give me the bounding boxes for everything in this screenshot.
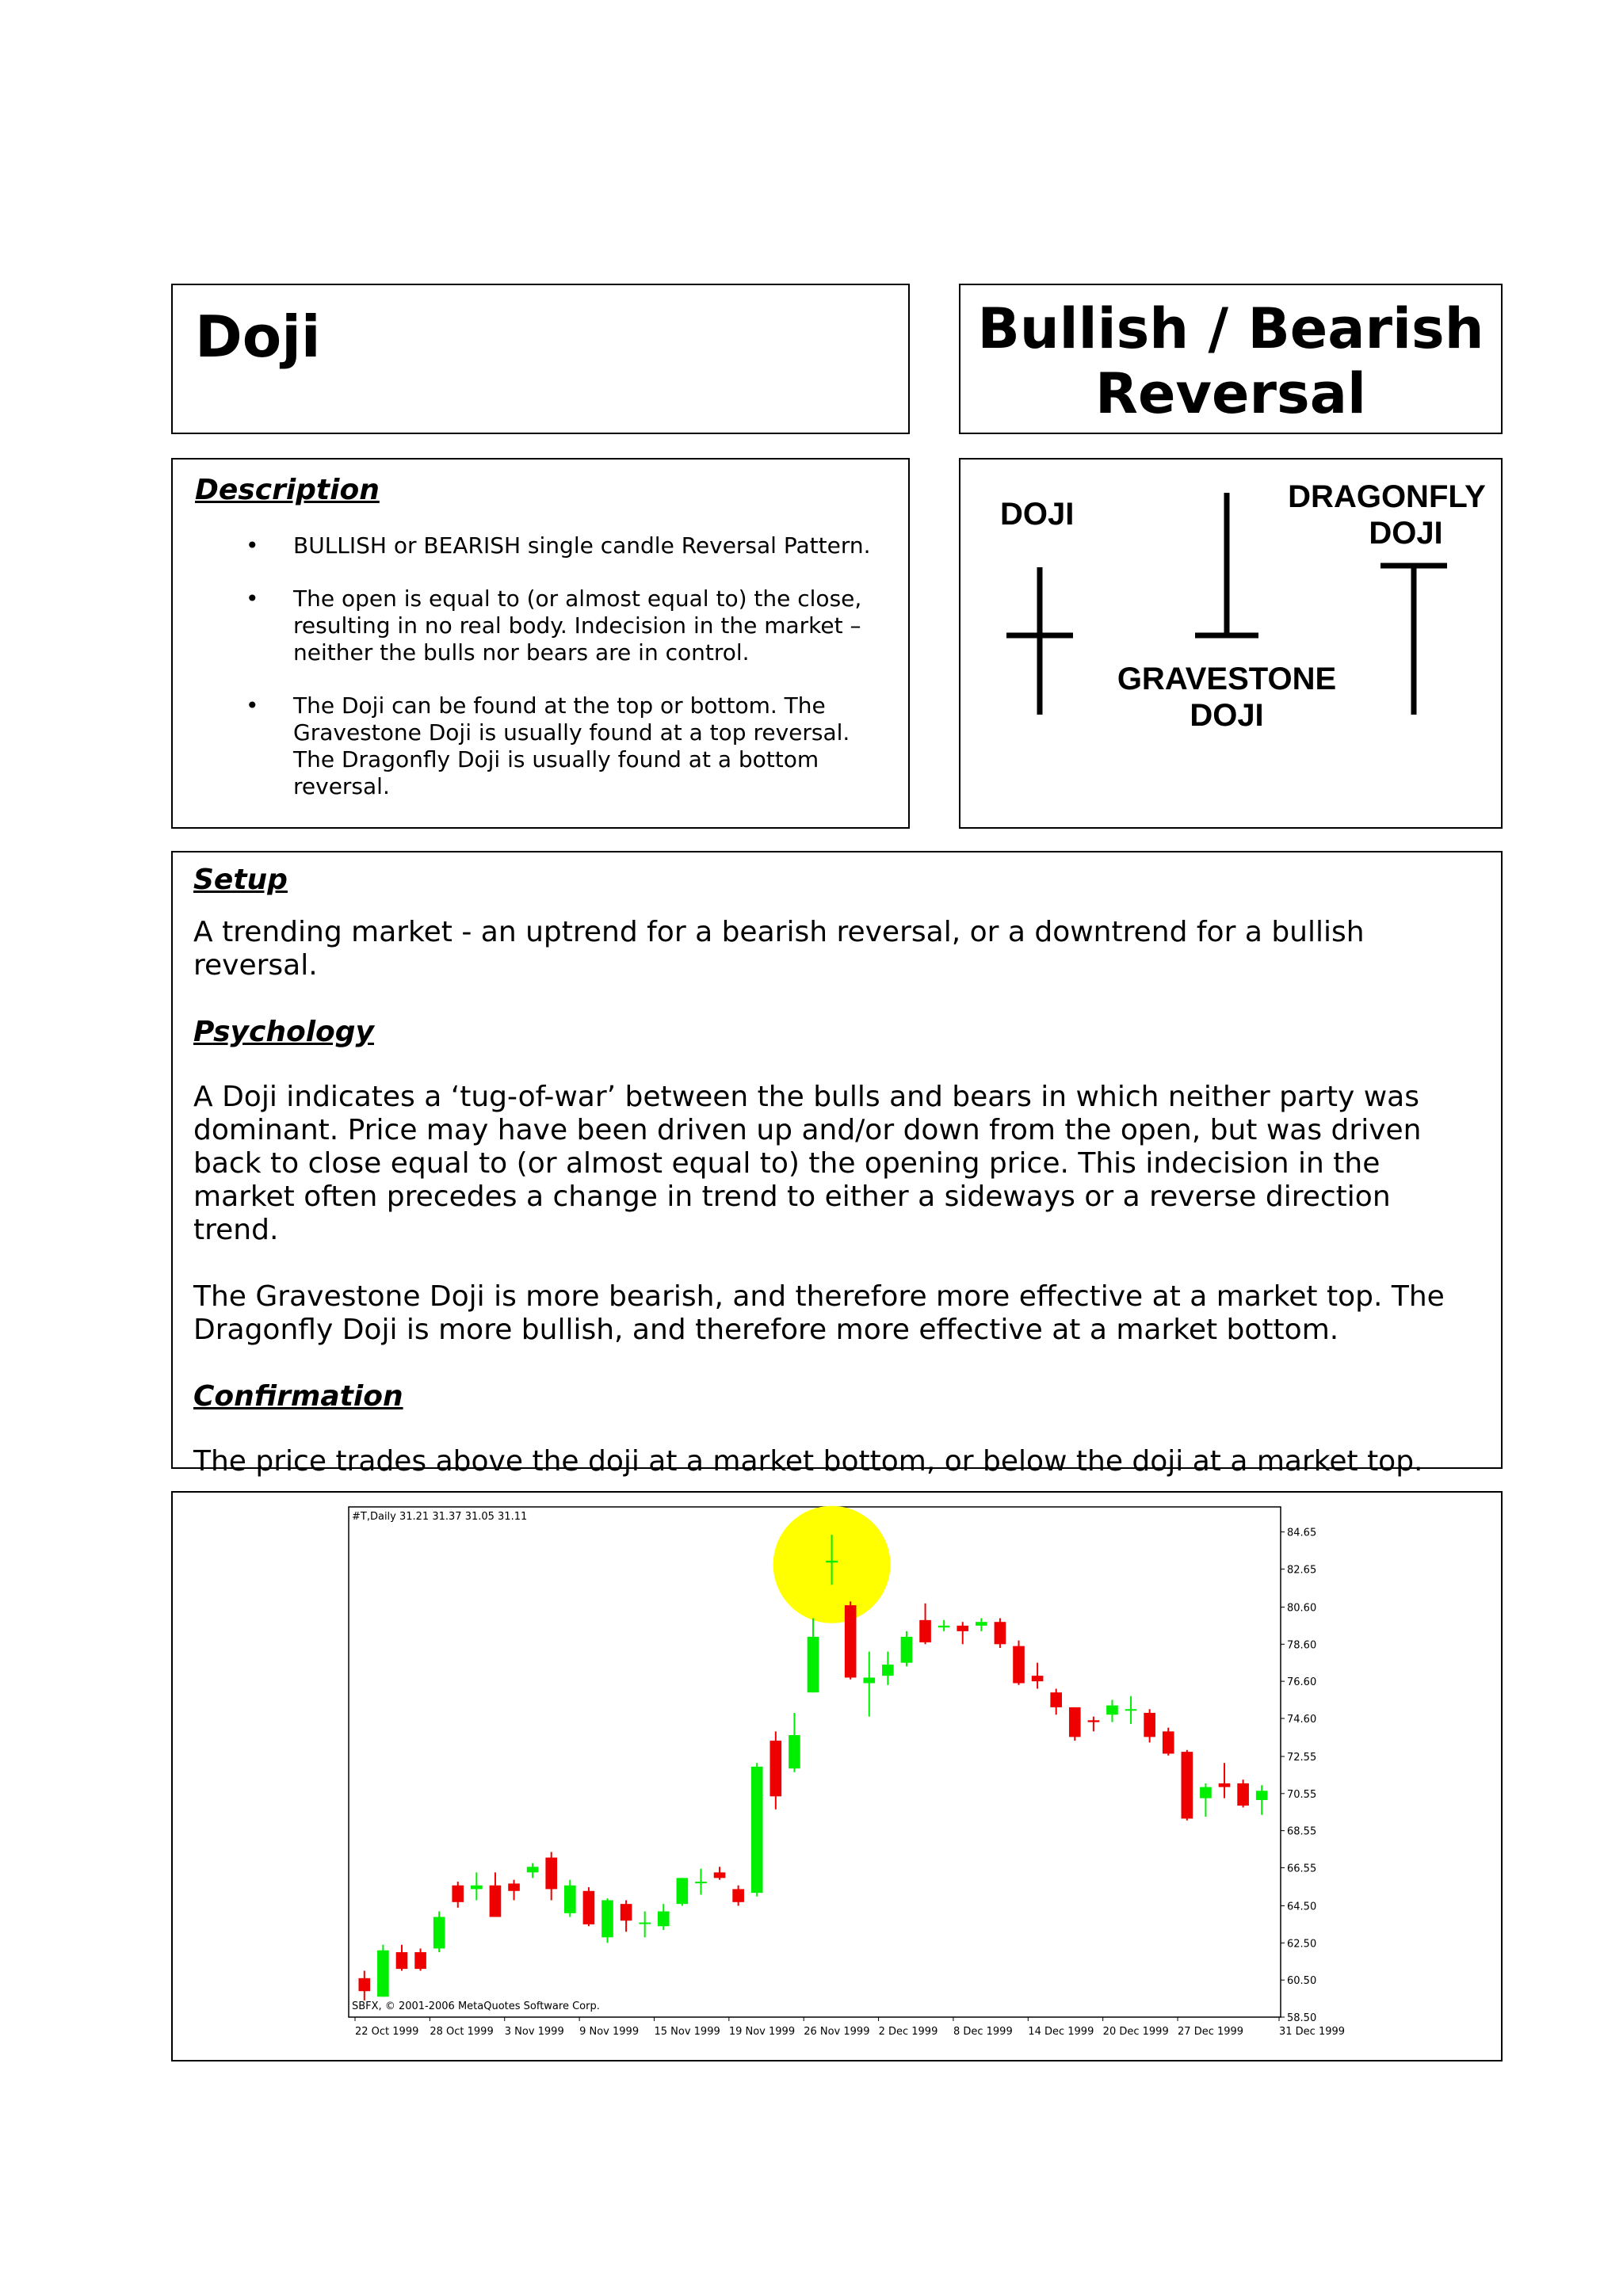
confirmation-heading: Confirmation: [193, 1380, 403, 1413]
gravestone-label-line2: DOJI: [1190, 698, 1264, 733]
candle-body: [490, 1886, 502, 1917]
candle-body: [938, 1626, 950, 1627]
candle-body: [919, 1620, 931, 1642]
description-text: The Doji can be found at the top or bottom. The Gravestone Doji is usually found at a top reversal. The Dragonfly Doji is usually found at a bottom reversal.: [293, 692, 850, 799]
explanation-box: [171, 851, 1503, 1478]
candle-body: [583, 1891, 595, 1924]
candle-body: [1163, 1731, 1174, 1753]
y-tick-label: 72.55: [1287, 1751, 1317, 1764]
candle-body: [639, 1923, 651, 1924]
x-tick-label: 28 Oct 1999: [430, 2026, 494, 2038]
y-tick-label: 76.60: [1287, 1676, 1317, 1689]
chart-copyright: SBFX, © 2001-2006 MetaQuotes Software Corp.: [352, 2000, 600, 2012]
description-list: [195, 532, 892, 826]
candle-body: [845, 1605, 857, 1677]
y-tick-label: 58.50: [1287, 2012, 1317, 2024]
description-box: [171, 458, 910, 829]
bullet-dot: •: [246, 692, 259, 719]
y-tick-label: 78.60: [1287, 1639, 1317, 1652]
x-tick-label: 9 Nov 1999: [579, 2026, 640, 2038]
candlestick-chart: [173, 1493, 1501, 2060]
candle-body: [901, 1637, 913, 1663]
gravestone-doji-icon: [1195, 493, 1258, 635]
candle-body: [1088, 1720, 1100, 1722]
y-tick-label: 70.55: [1287, 1788, 1317, 1801]
x-tick-label: 27 Dec 1999: [1178, 2026, 1244, 2038]
pattern-type: Bullish / Bearish Reversal: [977, 296, 1484, 426]
doji-candle-icon: [1006, 567, 1073, 715]
x-tick-label: 8 Dec 1999: [953, 2026, 1013, 2038]
candle: [564, 1880, 576, 1917]
x-tick-label: 3 Nov 1999: [504, 2026, 564, 2038]
y-tick-label: 80.60: [1287, 1602, 1317, 1615]
pattern-title: Doji: [195, 303, 321, 370]
candle-body: [995, 1622, 1006, 1644]
y-tick-label: 62.50: [1287, 1938, 1317, 1951]
candle-body: [452, 1886, 464, 1902]
candle-body: [1256, 1791, 1268, 1800]
candle-body: [1237, 1783, 1249, 1806]
candle: [995, 1619, 1006, 1648]
y-tick-label: 74.60: [1287, 1713, 1317, 1726]
dragonfly-label-line2: DOJI: [1369, 516, 1443, 551]
candle-body: [808, 1637, 819, 1692]
candle-body: [1032, 1676, 1044, 1681]
x-axis: [355, 2017, 1345, 2038]
dragonfly-label-line1: DRAGONFLY: [1288, 479, 1486, 514]
candle-body: [564, 1886, 576, 1913]
candle-body: [826, 1561, 838, 1562]
candle: [1163, 1728, 1174, 1756]
candle-body: [882, 1665, 894, 1676]
candle-body: [957, 1626, 968, 1631]
candle-body: [508, 1883, 520, 1890]
x-tick-label: 26 Nov 1999: [804, 2026, 870, 2038]
description-text: BULLISH or BEARISH single candle Reversal Pattern.: [293, 532, 871, 559]
candle: [433, 1912, 445, 1953]
candle-body: [732, 1889, 744, 1901]
candle: [601, 1898, 613, 1943]
x-tick-label: 19 Nov 1999: [728, 2026, 796, 2038]
candle-body: [1182, 1752, 1193, 1818]
psychology-heading: Psychology: [193, 1016, 375, 1048]
candle-body: [601, 1900, 613, 1937]
x-tick-label: 2 Dec 1999: [878, 2026, 938, 2038]
candle: [583, 1887, 595, 1926]
x-tick-label: 20 Dec 1999: [1102, 2026, 1169, 2038]
candle: [845, 1601, 857, 1679]
candle-body: [433, 1917, 445, 1949]
candle: [1237, 1779, 1249, 1807]
candle-body: [396, 1952, 408, 1969]
candle-body: [377, 1951, 389, 1997]
candle: [1013, 1641, 1025, 1685]
dragonfly-doji-icon: [1381, 566, 1447, 715]
candle-body: [695, 1882, 707, 1883]
psychology-paragraph-2: The Gravestone Doji is more bearish, and therefore more effective at a market top. The Dragonfly Doji is more bullish, and therefore more effective at a market bottom.: [193, 1280, 1445, 1346]
psychology-paragraph-1: A Doji indicates a ‘tug-of-war’ between the bulls and bears in which neither party was dominant. Price may have been driven up and/or down from the open, but was driven back to close equal to (or almost equal to) the opening price. This indecision in the market often precedes a change in trend to either a sideways or a reverse direction trend.: [193, 1081, 1422, 1246]
x-tick-label: 15 Nov 1999: [654, 2026, 720, 2038]
y-tick-label: 66.55: [1287, 1863, 1317, 1875]
y-tick-label: 60.50: [1287, 1975, 1317, 1988]
candle-body: [976, 1622, 987, 1626]
y-tick-label: 84.65: [1287, 1527, 1317, 1539]
candle-body: [1106, 1706, 1118, 1715]
description-bullet: [195, 585, 892, 666]
candle-body: [789, 1735, 800, 1768]
candle: [751, 1763, 763, 1897]
bullet-dot: •: [246, 585, 259, 612]
chart-header: #T,Daily 31.21 31.37 31.05 31.11: [352, 1511, 528, 1523]
candle: [377, 1945, 389, 1997]
pattern-shapes: [960, 460, 1501, 827]
title-box: [171, 284, 910, 434]
candle-body: [658, 1912, 670, 1927]
x-tick-label: 22 Oct 1999: [355, 2026, 419, 2038]
candle-body: [770, 1741, 782, 1796]
setup-text: A trending market - an uptrend for a bearish reversal, or a downtrend for a bullish reversal.: [193, 916, 1365, 982]
setup-heading: Setup: [193, 864, 288, 896]
candle-body: [677, 1878, 689, 1904]
candle-body: [714, 1872, 726, 1878]
candle-body: [1069, 1707, 1081, 1737]
x-tick-label: 31 Dec 1999: [1279, 2026, 1346, 2038]
candle-body: [863, 1677, 875, 1683]
candle-body: [358, 1978, 370, 1991]
candle-body: [1200, 1787, 1212, 1798]
candle-body: [1219, 1783, 1231, 1787]
pattern-shapes-box: [959, 458, 1503, 829]
candle: [1069, 1707, 1081, 1741]
candle: [1182, 1750, 1193, 1821]
x-tick-label: 14 Dec 1999: [1028, 2026, 1094, 2038]
candle-body: [1125, 1709, 1137, 1711]
description-text: The open is equal to (or almost equal to) the close, resulting in no real body. Indecision in the market – neither the bulls nor bears are in control.: [293, 585, 862, 666]
candle-body: [621, 1904, 632, 1920]
description-heading: Description: [195, 474, 380, 506]
candle-body: [1144, 1713, 1155, 1737]
confirmation-text: The price trades above the doji at a market bottom, or below the doji at a market top.: [193, 1445, 1423, 1478]
candle-body: [545, 1858, 557, 1890]
candle: [677, 1878, 689, 1905]
gravestone-label-line1: GRAVESTONE: [1117, 662, 1337, 696]
candle-body: [471, 1886, 483, 1890]
doji-label: DOJI: [1000, 497, 1075, 532]
bullet-dot: •: [246, 532, 259, 559]
chart-box: [171, 1491, 1503, 2061]
y-tick-label: 82.65: [1287, 1564, 1317, 1577]
pattern-type-box: [959, 284, 1503, 434]
description-bullet: [195, 532, 892, 559]
candle-body: [751, 1767, 763, 1893]
y-tick-label: 64.50: [1287, 1901, 1317, 1913]
description-bullet: [195, 692, 892, 800]
candle-body: [527, 1867, 539, 1872]
candle-body: [1050, 1692, 1062, 1707]
y-tick-label: 68.55: [1287, 1825, 1317, 1838]
y-axis: [1281, 1527, 1316, 2024]
candle-body: [1013, 1646, 1025, 1684]
candle-body: [414, 1952, 426, 1969]
